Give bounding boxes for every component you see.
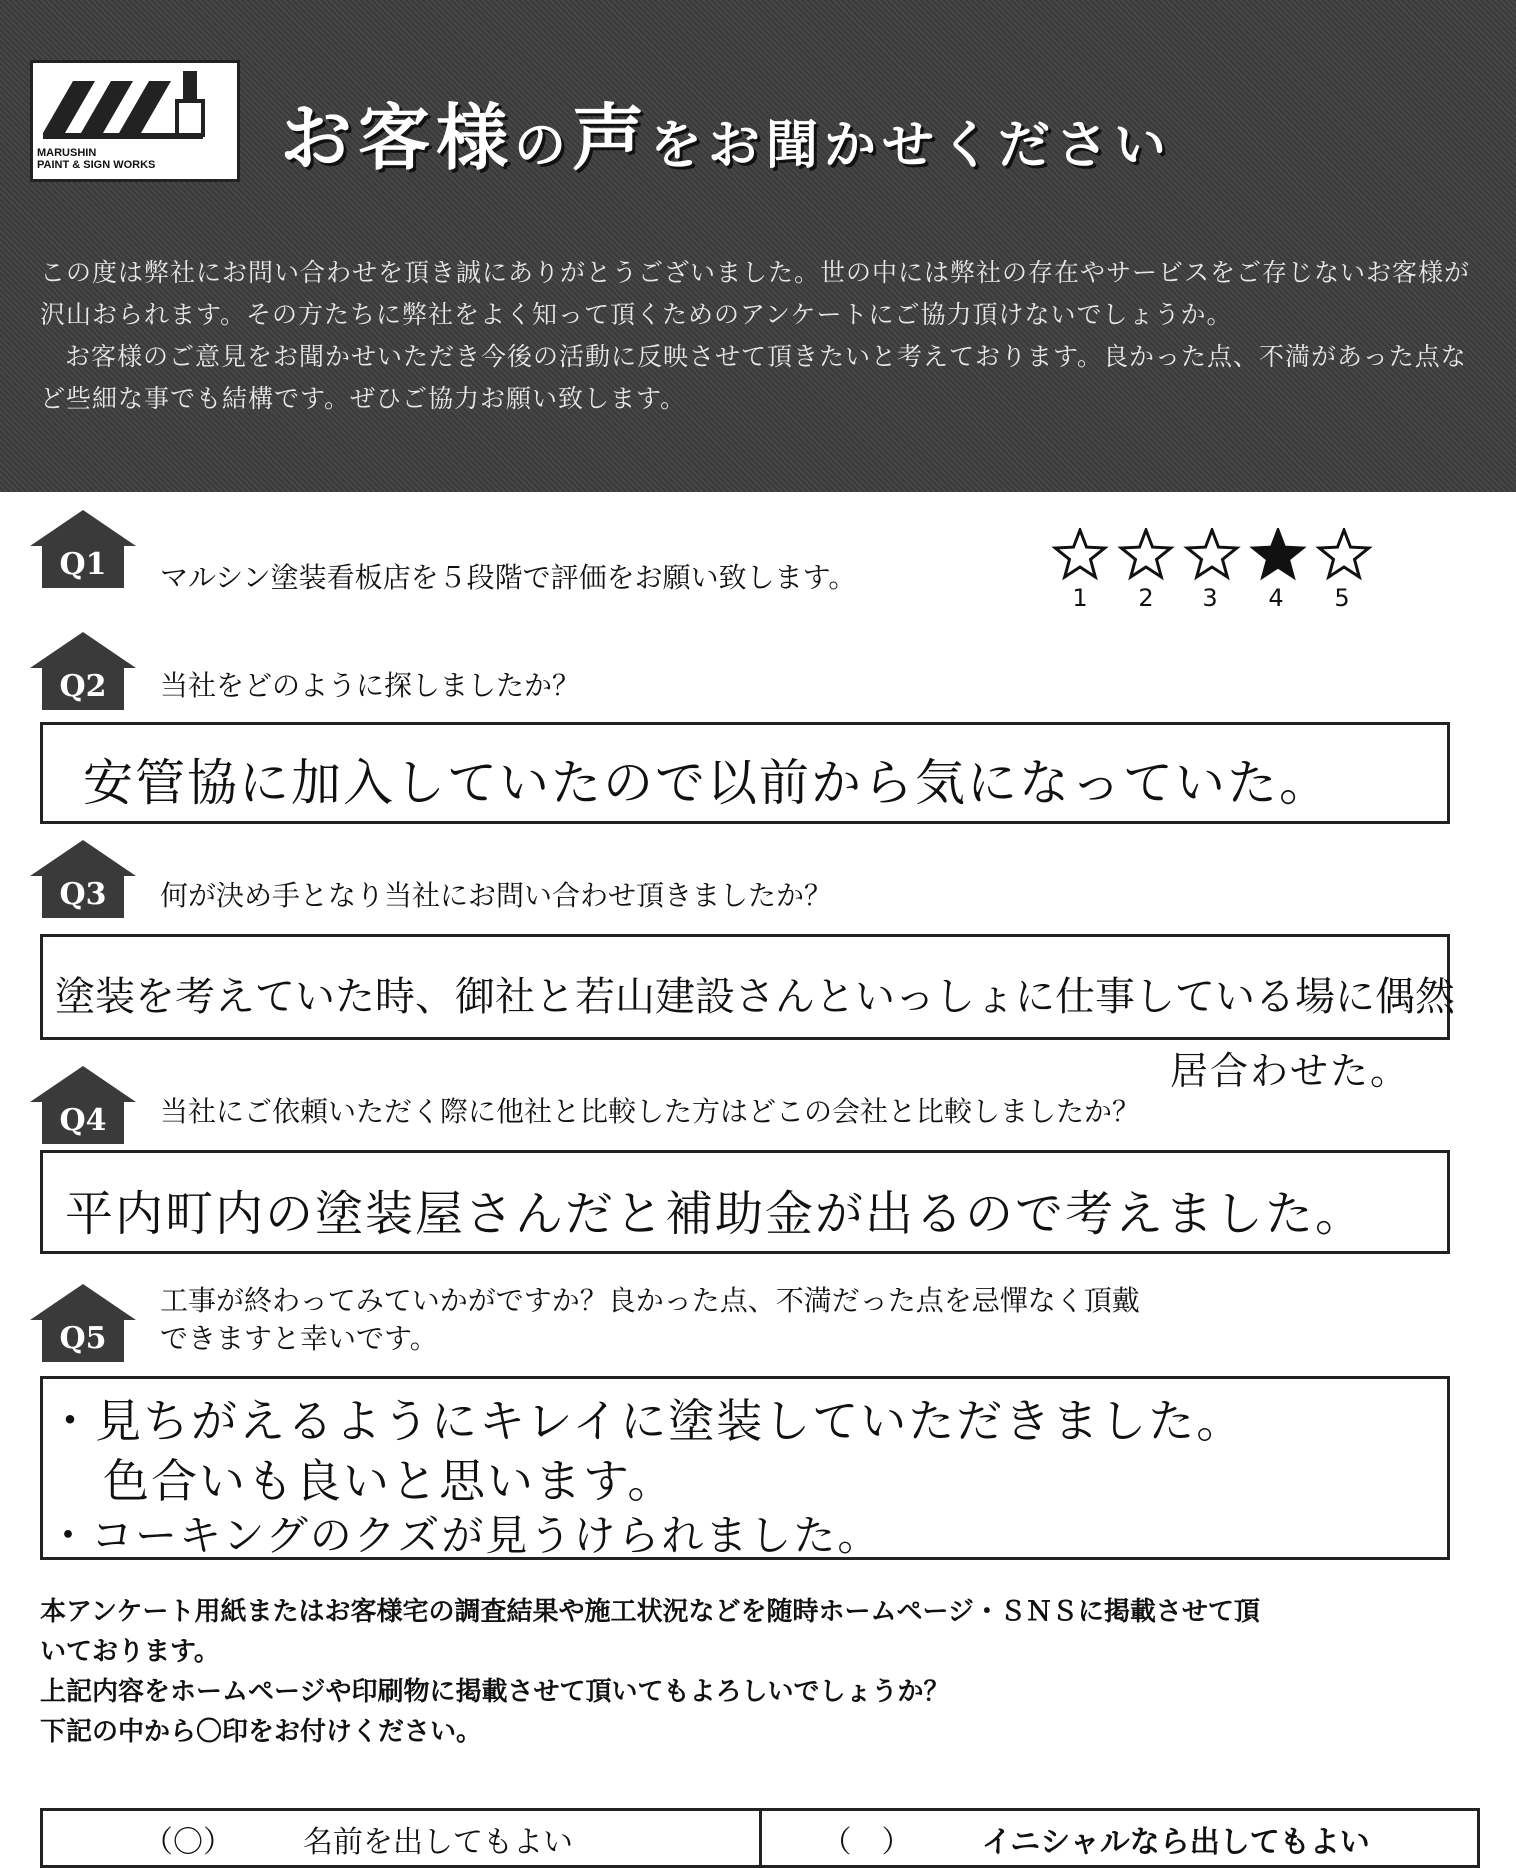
consent-options [40, 1808, 1480, 1868]
rating-star-5[interactable] [1319, 530, 1368, 577]
q3-answer-line-1: 塗装を考えていた時、御社と若山建設さんといっしょに仕事している場に偶然 [55, 974, 1455, 1020]
notice-line-4: 下記の中から〇印をお付けください。 [40, 1717, 483, 1747]
title-part-koe: 声 [572, 96, 651, 180]
star-label-3: 3 [1202, 584, 1218, 612]
q5-answer-box[interactable] [40, 1376, 1450, 1560]
star-label-5: 5 [1334, 584, 1350, 612]
intro-paragraph-2: お客様のご意見をお聞かせいただき今後の活動に反映させて頂きたいと考えております。良かった点、不満があった点など些細な事でも結構です。ぜひご協力お願い致します。 [40, 342, 1467, 413]
notice-line-3: 上記内容をホームページや印刷物に掲載させて頂いてもよろしいでしょうか？ [40, 1677, 950, 1707]
q3-answer-line-2: 居合わせた。 [1170, 1049, 1411, 1093]
q4-answer: 平内町内の塗装屋さんだと補助金が出るので考えました。 [65, 1186, 1366, 1242]
q1-house-icon [28, 508, 138, 590]
q5-question-line-1: 工事が終わってみていかがですか？良かった点、不満だった点を忌憚なく頂戴 [160, 1284, 1140, 1317]
rating-star-3[interactable] [1187, 530, 1236, 577]
q5-question-line-2: できますと幸いです。 [160, 1322, 438, 1355]
logo-text: MARUSHIN PAINT & SIGN WORKS [37, 147, 156, 171]
q5-answer-line-3: ・コーキングのクズが見うけられました。 [47, 1511, 882, 1560]
star-label-4: 4 [1268, 584, 1284, 612]
q3-question: 何が決め手となり当社にお問い合わせ頂きましたか？ [160, 879, 833, 912]
q4-question: 当社にご依頼いただく際に他社と比較した方はどこの会社と比較しましたか？ [160, 1095, 1141, 1128]
q1-question: マルシン塗装看板店を５段階で評価をお願い致します。 [160, 561, 857, 594]
q4-answer-box[interactable] [40, 1150, 1450, 1254]
q5-answer-line-2: 色合いも良いと思います。 [103, 1454, 676, 1508]
header-banner [0, 0, 1516, 492]
rating-star-4-selected[interactable] [1253, 530, 1302, 577]
star-label-2: 2 [1138, 584, 1154, 612]
title-part-no: の [514, 116, 573, 176]
intro-paragraph-1: この度は弊社にお問い合わせを頂き誠にありがとうございました。世の中には弊社の存在やサービスをご存じないお客様が沢山おられます。その方たちに弊社をよく知って頂くためのアンケートにご協力頂けないでしょうか。 [40, 258, 1471, 329]
rating-star-1[interactable] [1055, 530, 1104, 577]
rating-star-2[interactable] [1121, 530, 1170, 577]
title-part-rest: をお聞かせください [650, 116, 1173, 176]
rating-stars[interactable] [1050, 528, 1390, 614]
star-row [1050, 528, 1390, 584]
publication-notice [40, 1592, 1480, 1752]
notice-line-2: いております。 [40, 1637, 220, 1667]
q2-answer: 安管協に加入していたので以前から気になっていた。 [83, 754, 1331, 812]
q4-house-icon [28, 1064, 138, 1146]
q5-question [160, 1282, 1140, 1358]
q3-house-icon [28, 838, 138, 920]
q1-label: Q1 [59, 547, 107, 582]
q5-house-icon [28, 1282, 138, 1364]
q3-answer-box[interactable] [40, 934, 1455, 1040]
marushin-logo [30, 60, 240, 182]
q2-house-icon [28, 630, 138, 712]
q2-question: 当社をどのように探しましたか？ [160, 669, 581, 702]
page-title [280, 80, 1172, 184]
intro-text [40, 252, 1480, 420]
notice-line-1: 本アンケート用紙またはお客様宅の調査結果や施工状況などを随時ホームページ・ＳＮＳに掲載させて頂 [40, 1597, 1260, 1627]
consent-option-initials[interactable] [759, 1811, 1478, 1865]
q5-label: Q5 [59, 1321, 107, 1356]
q5-answer-line-1: ・見ちがえるようにキレイに塗装していただきました。 [47, 1394, 1245, 1448]
q2-label: Q2 [59, 669, 107, 704]
consent-option-1-mark[interactable]: （〇） [143, 1825, 233, 1860]
consent-option-name[interactable] [43, 1811, 759, 1865]
consent-option-2-label: イニシャルなら出してもよい [981, 1825, 1370, 1860]
star-label-1: 1 [1072, 584, 1088, 612]
q2-answer-box[interactable] [40, 722, 1450, 824]
q3-label: Q3 [59, 877, 107, 912]
q4-label: Q4 [59, 1103, 107, 1138]
title-part-okyakusama: お客様 [280, 96, 515, 180]
consent-option-2-mark[interactable]: （ ） [821, 1825, 912, 1860]
consent-option-1-label: 名前を出してもよい [303, 1825, 573, 1860]
